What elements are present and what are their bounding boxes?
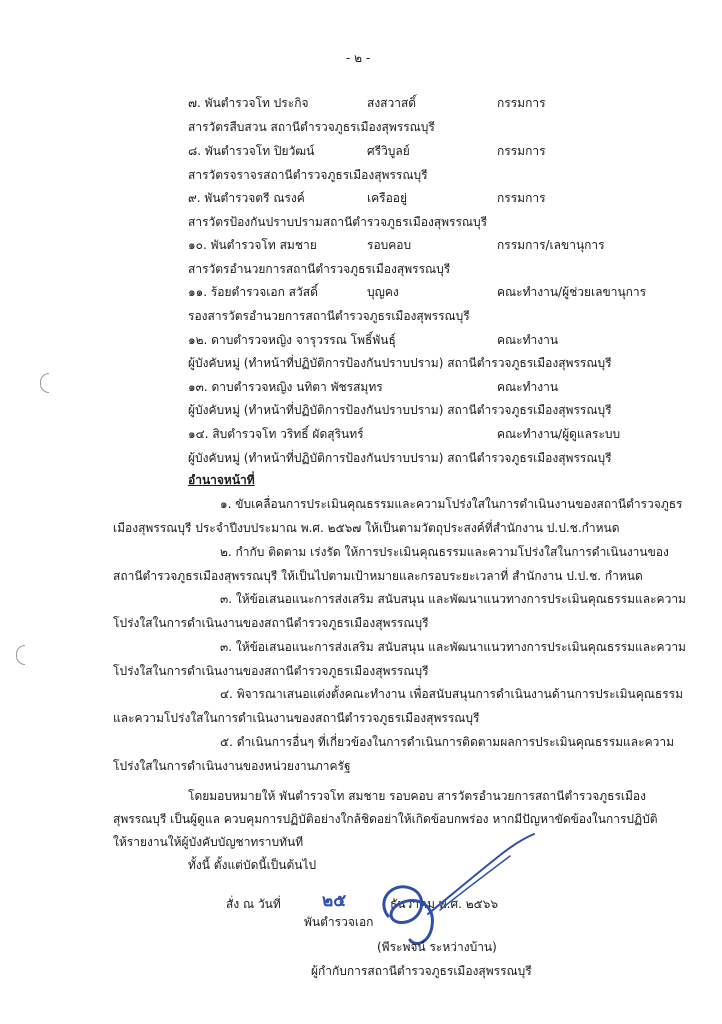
member-surname: ศรีวิบูลย์ <box>367 144 410 158</box>
duty-line: ๕. ดำเนินการอื่นๆ ที่เกี่ยวข้องในการดำเนินการติดตามผลการประเมินคุณธรรมและความ <box>220 735 675 749</box>
member-role: กรรมการ <box>497 191 546 205</box>
member-role: คณะทำงาน <box>497 333 559 347</box>
duty-line: ๔. พิจารณาเสนอแต่งตั้งคณะทำงาน เพื่อสนับสนุนการดำเนินงานด้านการประเมินคุณธรรม <box>220 687 684 701</box>
member-surname: บุญคง <box>367 285 399 299</box>
duty-line: ๓. ให้ข้อเสนอแนะการส่งเสริม สนับสนุน และพัฒนาแนวทางการประเมินคุณธรรมและความ <box>220 592 686 606</box>
member-role: คณะทำงาน <box>497 380 559 394</box>
assignment-line: ให้รายงานให้ผู้บังคับบัญชาทราบทันที <box>113 835 304 849</box>
member-position: ผู้บังคับหมู่ (ทำหน้าที่ปฏิบัติการป้องกันปราบปราม) สถานีตำรวจภูธรเมืองสุพรรณบุรี <box>188 403 612 417</box>
member-position: สารวัตรอำนวยการสถานีตำรวจภูธรเมืองสุพรรณบุรี <box>188 262 451 276</box>
member-surname: รอบคอบ <box>367 238 412 252</box>
member-position: สารวัตรสืบสวน สถานีตำรวจภูธรเมืองสุพรรณบุรี <box>188 120 435 134</box>
member-surname: สงสวาสดิ์ <box>367 96 417 110</box>
effective-statement: ทั้งนี้ ตั้งแต่บัดนี้เป็นต้นไป <box>188 858 317 872</box>
member-name: ๑๑. ร้อยตำรวจเอก สวัสดิ์ <box>188 285 318 299</box>
member-role: กรรมการ/เลขานุการ <box>497 238 605 252</box>
signatory-title: ผู้กำกับการสถานีตำรวจภูธรเมืองสุพรรณบุรี <box>311 964 532 978</box>
member-role: คณะทำงาน/ผู้ดูแลระบบ <box>497 427 621 441</box>
duty-line: โปร่งใสในการดำเนินงานของสถานีตำรวจภูธรเมืองสุพรรณบุรี <box>113 616 429 630</box>
member-position: สารวัตรจราจรสถานีตำรวจภูธรเมืองสุพรรณบุรี <box>188 168 428 182</box>
handwritten-signature <box>370 830 540 955</box>
member-name: ๑๐. พันตำรวจโท สมชาย <box>188 238 317 252</box>
page-number: - ๒ - <box>346 51 371 65</box>
assignment-line: สุพรรณบุรี เป็นผู้ดูแล ควบคุมการปฏิบัติอย่างใกล้ชิดอย่าให้เกิดข้อบกพร่อง หากมีปัญหาขัดข้องในการปฏิบัติ <box>113 812 658 826</box>
member-name: ๑๔. สิบตำรวจโท วริทธิ์ ผัดสุรินทร์ <box>188 427 364 441</box>
duty-line: เมืองสุพรรณบุรี ประจำปีงบประมาณ พ.ศ. ๒๕๖๗ ให้เป็นตามวัตถุประสงค์ที่สำนักงาน ป.ป.ช.กำหนด <box>113 521 620 535</box>
binding-hole-mark <box>40 373 49 393</box>
member-role: กรรมการ <box>497 144 546 158</box>
binding-hole-mark <box>16 645 25 665</box>
member-position: ผู้บังคับหมู่ (ทำหน้าที่ปฏิบัติการป้องกันปราบปราม) สถานีตำรวจภูธรเมืองสุพรรณบุรี <box>188 451 612 465</box>
member-name: ๑๒. ดาบตำรวจหญิง จารุวรรณ โพธิ์พันธุ์ <box>188 333 396 347</box>
member-name: ๗. พันตำรวจโท ประกิจ <box>188 96 309 110</box>
duty-line: ๑. ขับเคลื่อนการประเมินคุณธรรมและความโปร่งใสในการดำเนินงานของสถานีตำรวจภูธร <box>220 497 683 511</box>
member-position: รองสารวัตรอำนวยการสถานีตำรวจภูธรเมืองสุพรรณบุรี <box>188 309 470 323</box>
member-role: คณะทำงาน/ผู้ช่วยเลขานุการ <box>497 285 647 299</box>
member-role: กรรมการ <box>497 96 546 110</box>
duty-line: โปร่งใสในการดำเนินงานของหน่วยงานภาครัฐ <box>113 759 351 773</box>
duties-heading: อำนาจหน้าที่ <box>188 473 255 487</box>
member-name: ๘. พันตำรวจโท ปิยวัฒน์ <box>188 144 315 158</box>
order-date-month-year: ธันวาคม พ.ศ. ๒๕๖๖ <box>390 897 498 911</box>
duty-line: ๓. ให้ข้อเสนอแนะการส่งเสริม สนับสนุน และพัฒนาแนวทางการประเมินคุณธรรมและความ <box>220 640 686 654</box>
member-name: ๙. พันตำรวจตรี ณรงค์ <box>188 191 305 205</box>
member-surname: เครืออยู่ <box>367 191 408 205</box>
duty-line: ๒. กำกับ ติดตาม เร่งรัด ให้การประเมินคุณธรรมและความโปร่งใสในการดำเนินงานของ <box>220 545 669 559</box>
signatory-rank: พันตำรวจเอก <box>304 915 374 929</box>
signatory-name: (พีระพจน์ ระหว่างบ้าน) <box>377 940 497 954</box>
assignment-line: โดยมอบหมายให้ พันตำรวจโท สมชาย รอบคอบ สารวัตรอำนวยการสถานีตำรวจภูธรเมือง <box>188 789 646 803</box>
duty-line: และความโปร่งใสในการดำเนินงานของสถานีตำรวจภูธรเมืองสุพรรณบุรี <box>113 711 480 725</box>
member-position: ผู้บังคับหมู่ (ทำหน้าที่ปฏิบัติการป้องกันปราบปราม) สถานีตำรวจภูธรเมืองสุพรรณบุรี <box>188 356 612 370</box>
order-date-day: ๒๕ <box>322 891 347 911</box>
member-position: สารวัตรป้องกันปราบปรามสถานีตำรวจภูธรเมืองสุพรรณบุรี <box>188 215 488 229</box>
duty-line: สถานีตำรวจภูธรเมืองสุพรรณบุรี ให้เป็นไปตามเป้าหมายและกรอบระยะเวลาที่ สำนักงาน ป.ป.ช. กำหนด <box>113 569 643 583</box>
order-date-prefix: สั่ง ณ วันที่ <box>226 897 281 911</box>
member-name: ๑๓. ดาบตำรวจหญิง นทิตา พัชรสมุทร <box>188 380 383 394</box>
duty-line: โปร่งใสในการดำเนินงานของสถานีตำรวจภูธรเมืองสุพรรณบุรี <box>113 664 429 678</box>
